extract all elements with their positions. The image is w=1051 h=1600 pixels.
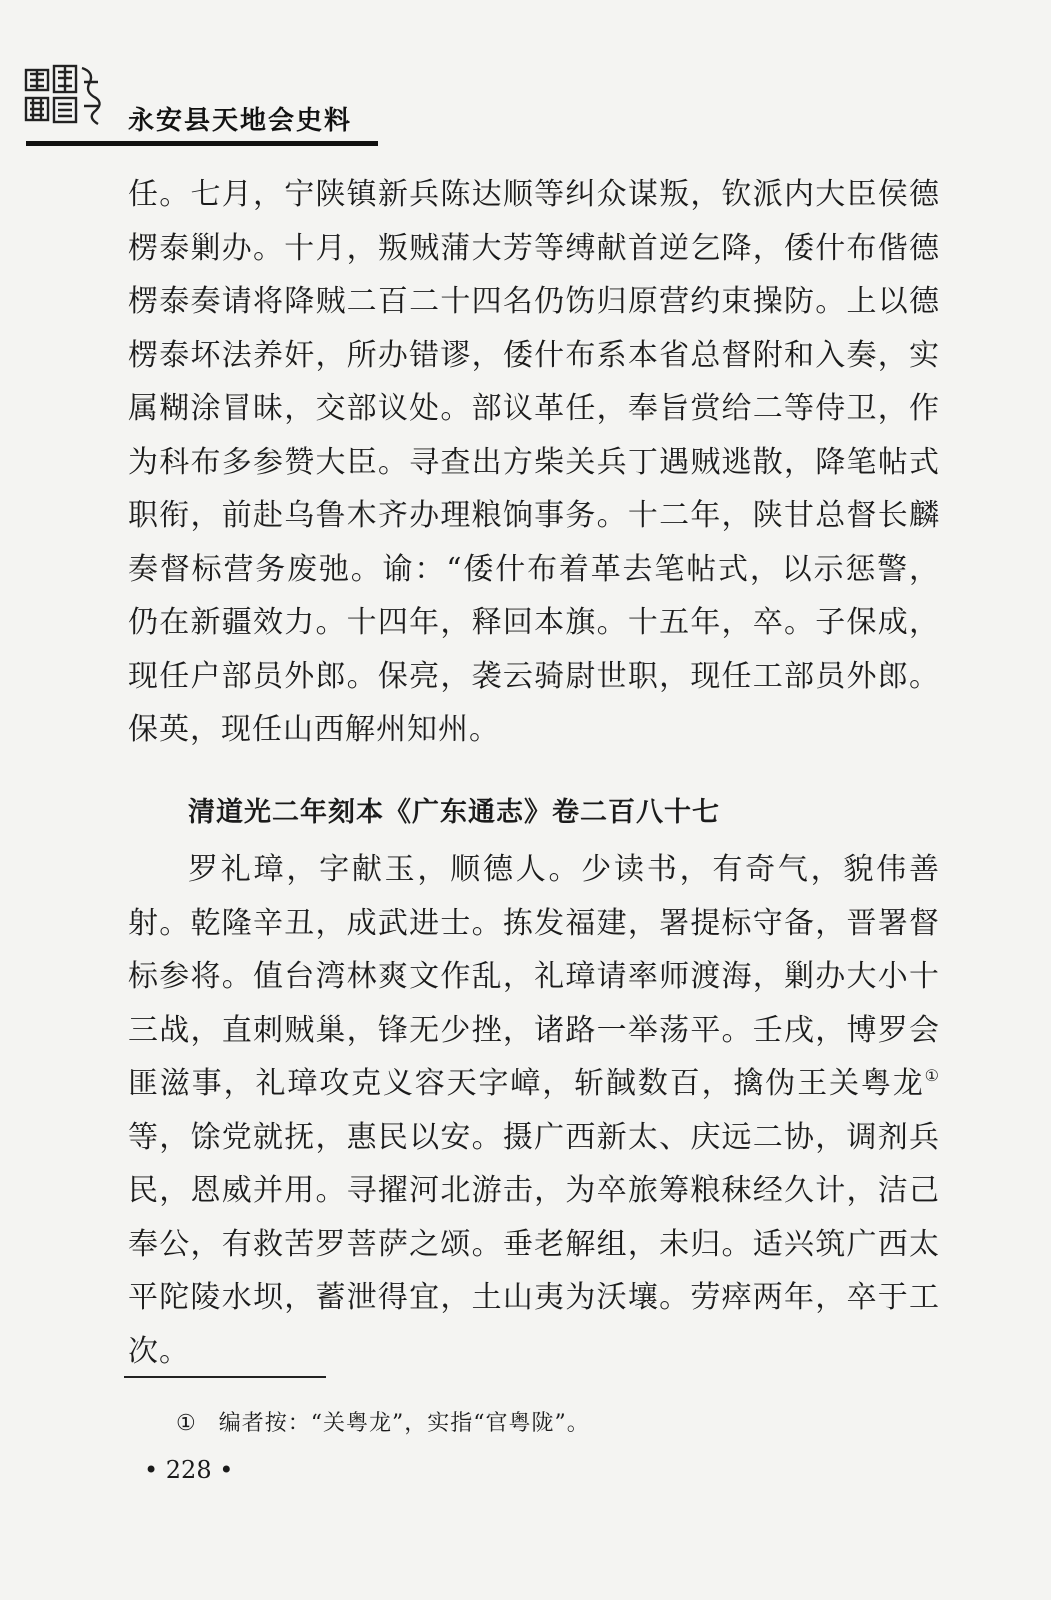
body-paragraph-2 [128, 843, 940, 1378]
footnote-mark: ① [176, 1411, 197, 1436]
footnote-rule [124, 1376, 326, 1378]
section-heading: 清道光二年刻本《广东通志》卷二百八十七 [188, 797, 720, 828]
paragraph-2-text-after-note: 等，馀党就抚，惠民以安。摄广西新太、庆远二协，调剂兵民，恩威并用。寻擢河北游击，为卒旅筹粮秣经久计，洁己奉公，有救苦罗菩萨之颂。垂老解组，未归。适兴筑广西太平陀陵水坝，蓄泄得宜，土山夷为沃壤。劳瘁两年，卒于工次。 [128, 1119, 940, 1369]
page-number: • 228 • [144, 1456, 234, 1484]
header-rule [26, 141, 378, 146]
running-title: 永安县天地会史料 [128, 106, 353, 136]
paragraph-2-text-before-note: 罗礼璋，字献玉，顺德人。少读书，有奇气，貌伟善射。乾隆辛丑，成武进士。拣发福建，署提标守备，晋署督标参将。值台湾林爽文作乱，礼璋请率师渡海，剿办大小十三战，直刺贼巢，锋无少挫，诸路一举荡平。壬戌，博罗会匪滋事，礼璋攻克义容天字嶂，斩馘数百，擒伪王关粤龙 [128, 852, 940, 1101]
seal-stamp-icon [22, 60, 104, 132]
footnote [176, 1406, 590, 1437]
footnote-text: 编者按：“关粤龙”，实指“官粤陇”。 [218, 1411, 590, 1436]
footnote-reference: ① [924, 1066, 940, 1085]
body-paragraph-1: 任。七月，宁陕镇新兵陈达顺等纠众谋叛，钦派内大臣侯德楞泰剿办。十月，叛贼蒲大芳等缚献首逆乞降，倭什布偕德楞泰奏请将降贼二百二十四名仍饬归原营约束操防。上以德楞泰坏法养奸，所办错谬，倭什布系本省总督附和入奏，实属糊涂冒昧，交部议处。部议革任，奉旨赏给二等侍卫，作为科布多参赞大臣。寻查出方柴关兵丁遇贼逃散，降笔帖式职衔，前赴乌鲁木齐办理粮饷事务。十二年，陕甘总督长麟奏督标营务废弛。谕：“倭什布着革去笔帖式，以示惩警，仍在新疆效力。十四年，释回本旗。十五年，卒。子保成，现任户部员外郎。保亮，袭云骑尉世职，现任工部员外郎。保英，现任山西解州知州。 [128, 177, 940, 747]
